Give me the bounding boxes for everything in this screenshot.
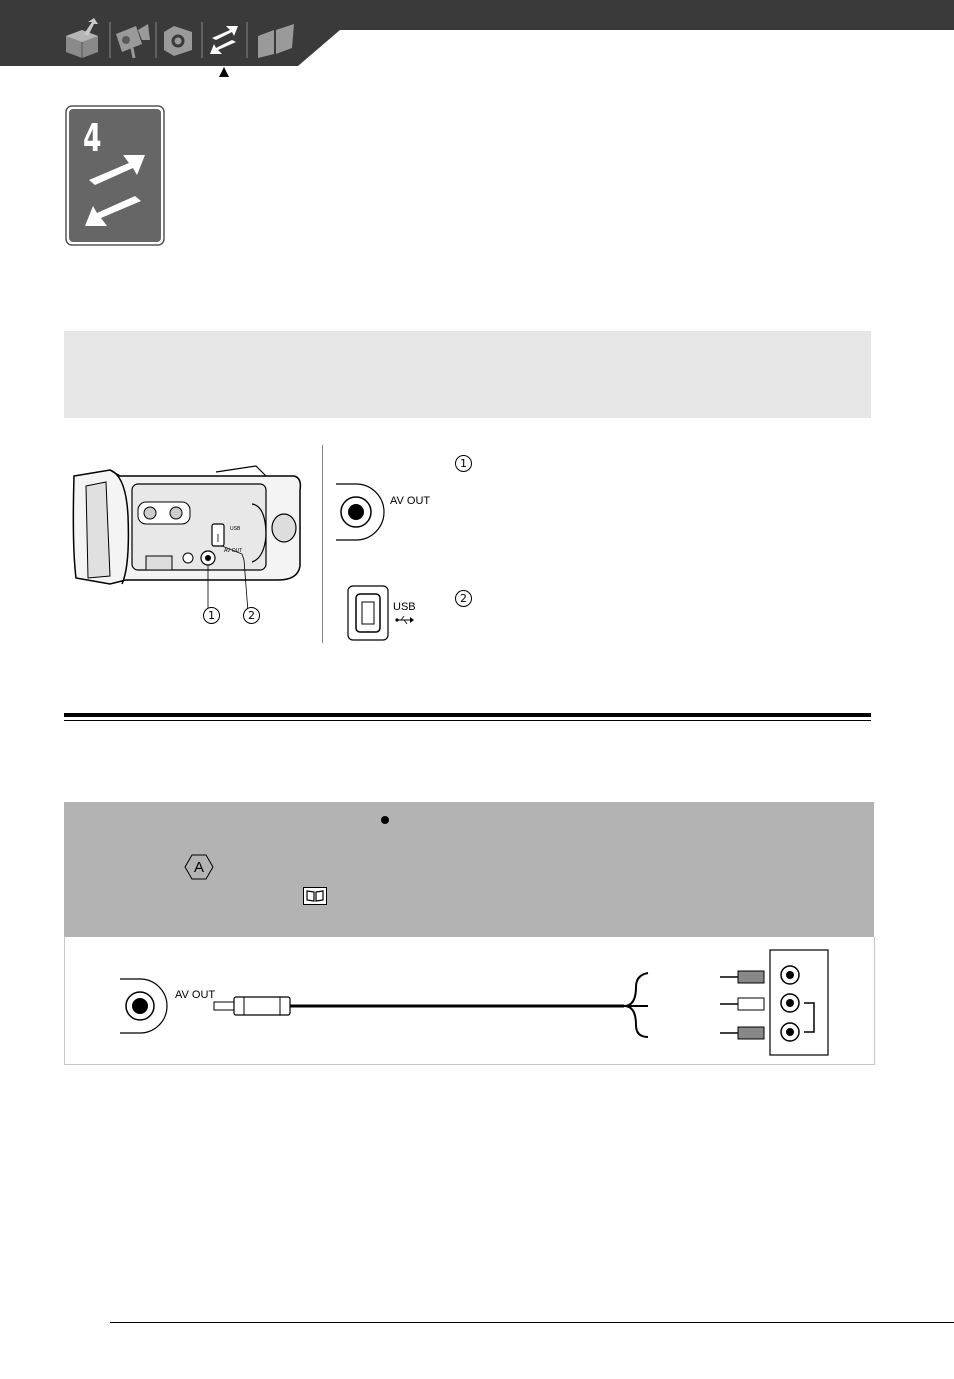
footer-rule <box>110 1322 954 1323</box>
triangle-up-icon <box>218 66 230 78</box>
tab-video[interactable] <box>112 18 152 58</box>
av-out-label: AV OUT <box>390 495 431 507</box>
book-reference-icon <box>303 887 327 905</box>
tab-package[interactable] <box>62 18 102 58</box>
callout-marker: 1 <box>203 607 220 624</box>
book-icon <box>254 18 294 58</box>
package-icon <box>62 18 102 58</box>
intro-box <box>64 331 871 418</box>
external-connections-icon <box>204 18 244 58</box>
auto-mode-icon <box>184 854 214 880</box>
tab-photo[interactable] <box>158 18 198 58</box>
av-jack-icon <box>334 478 444 548</box>
tab-additional-info[interactable] <box>254 18 294 58</box>
photo-camera-icon <box>158 18 198 58</box>
svg-text:A: A <box>193 859 205 876</box>
diagram-av-out-label: AV OUT <box>175 989 216 1001</box>
callout-marker: 2 <box>243 607 260 624</box>
chapter-badge <box>65 105 165 246</box>
section-rule <box>64 713 871 717</box>
camcorder-side-illustration <box>66 446 312 632</box>
bullet-icon <box>381 816 389 824</box>
camera-av-label: AV OUT <box>224 548 243 554</box>
chapter-number: 4 <box>83 116 102 160</box>
item-marker: 2 <box>455 590 472 607</box>
section-rule-thin <box>64 720 871 721</box>
usb-port-icon <box>344 584 434 644</box>
video-camera-icon <box>112 18 152 58</box>
usb-label: USB <box>393 601 416 613</box>
item-marker: 1 <box>455 455 472 472</box>
tab-connections[interactable] <box>204 18 244 58</box>
camera-usb-label: USB <box>230 526 241 532</box>
vertical-divider <box>322 445 323 643</box>
